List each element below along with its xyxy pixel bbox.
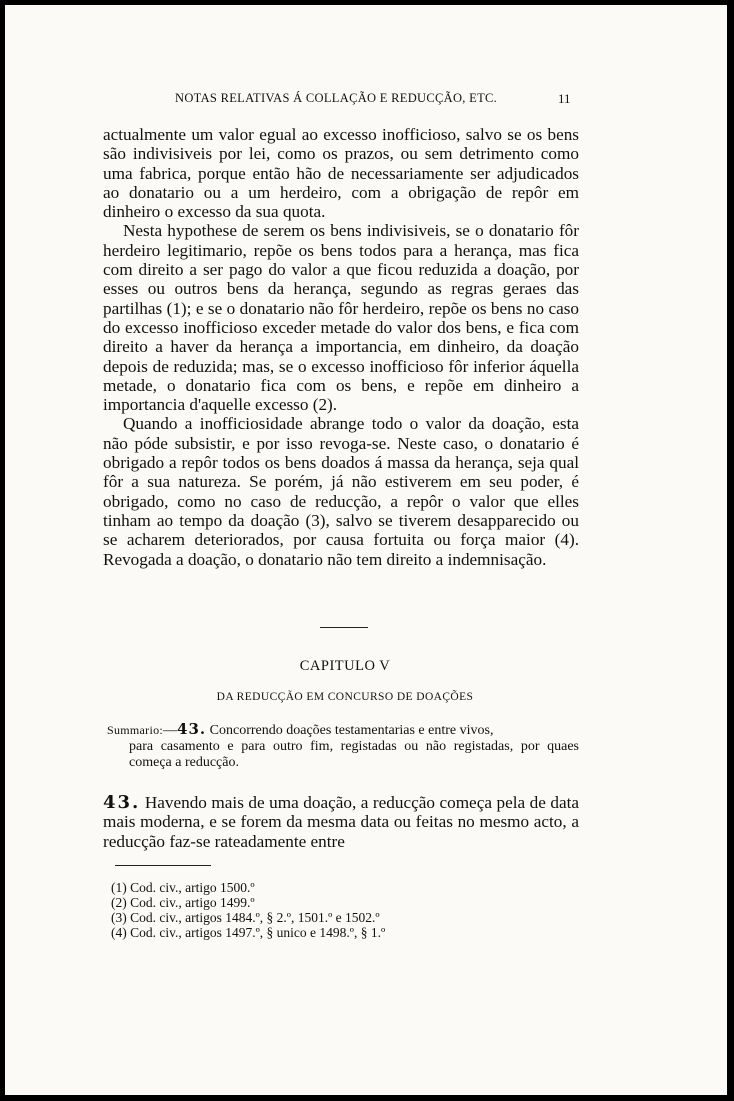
section-text: Havendo mais de uma doação, a reducção começa pela de data mais moderna, e se forem da mesma data ou feitas no mesmo acto, a reducção faz-se rateadamente entre xyxy=(103,793,579,851)
paragraph: Quando a inofficiosidade abrange todo o valor da doação, esta não póde subsistir, e por isso revoga-se. Neste caso, o donatario é obrigado a repôr todos os bens doados á massa da herança, seja qual fôr a sua natureza. Se porém, já não estiverem em seu poder, é obrigado, como no caso de reducção, a repôr o valor que elles tinham ao tempo da doação (3), salvo se tiverem desapparecido ou se acharem deteriorados, por causa fortuita ou força maior (4). Revogada a doação, o donatario não tem direito a indemnisação. xyxy=(103,414,579,569)
footnote-divider xyxy=(115,865,211,866)
footnote: (1) Cod. civ., artigo 1500.º xyxy=(111,880,255,895)
page-number: 11 xyxy=(558,91,571,106)
summary-text: Concorrendo doações testamentarias e entre vivos, xyxy=(209,723,494,738)
footnote: (2) Cod. civ., artigo 1499.º xyxy=(111,895,255,910)
footnote: (4) Cod. civ., artigos 1497.º, § unico e 1498.º, § 1.º xyxy=(111,925,386,940)
body-text xyxy=(103,125,579,569)
section-43 xyxy=(103,793,579,851)
summary-text-continued: para casamento e para outro fim, registadas ou não registadas, por quaes começa a reducção. xyxy=(129,739,579,770)
paragraph: Nesta hypothese de serem os bens indivisiveis, se o donatario fôr herdeiro legitimario, repõe os bens todos para a herança, mas fica com direito a ser pago do valor a que ficou reduzida a doação, por esses ou outros bens da herança, segundo as regras geraes das partilhas (1); e se o donatario não fôr herdeiro, repõe os bens no caso do excesso inofficioso exceder metade do valor dos bens, e fica com direito a haver da herança a importancia, em dinheiro, da doação depois de reduzida; mas, se o excesso inofficioso fôr inferior áquella metade, o donatario fica com os bens, e repõe em dinheiro a importancia d'aquelle excesso (2). xyxy=(103,221,579,415)
section-divider xyxy=(320,627,368,628)
chapter-subtitle: DA REDUCÇÃO EM CONCURSO DE DOAÇÕES xyxy=(216,691,474,703)
footnote: (3) Cod. civ., artigos 1484.º, § 2.º, 1501.º e 1502.º xyxy=(111,910,380,925)
book-page xyxy=(5,5,727,1095)
chapter-summary xyxy=(107,721,579,771)
summary-label: Summario: xyxy=(107,723,164,737)
chapter-title: CAPITULO V xyxy=(299,658,391,674)
summary-number: 43. xyxy=(177,720,207,738)
summary-dash: — xyxy=(163,723,178,738)
running-head xyxy=(5,91,727,111)
section-number: 43. xyxy=(103,792,141,813)
paragraph: actualmente um valor egual ao excesso inofficioso, salvo se os bens são indivisiveis por lei, como os prazos, ou sem detrimento como uma fabrica, porque então hão de necessariamente ser adjudicados ao donatario ou a um herdeiro, com a obrigação de repôr em dinheiro o excesso da sua quota. xyxy=(103,125,579,222)
footnotes xyxy=(111,880,571,940)
running-title: NOTAS RELATIVAS Á COLLAÇÃO E REDUCÇÃO, ETC. xyxy=(175,91,498,105)
